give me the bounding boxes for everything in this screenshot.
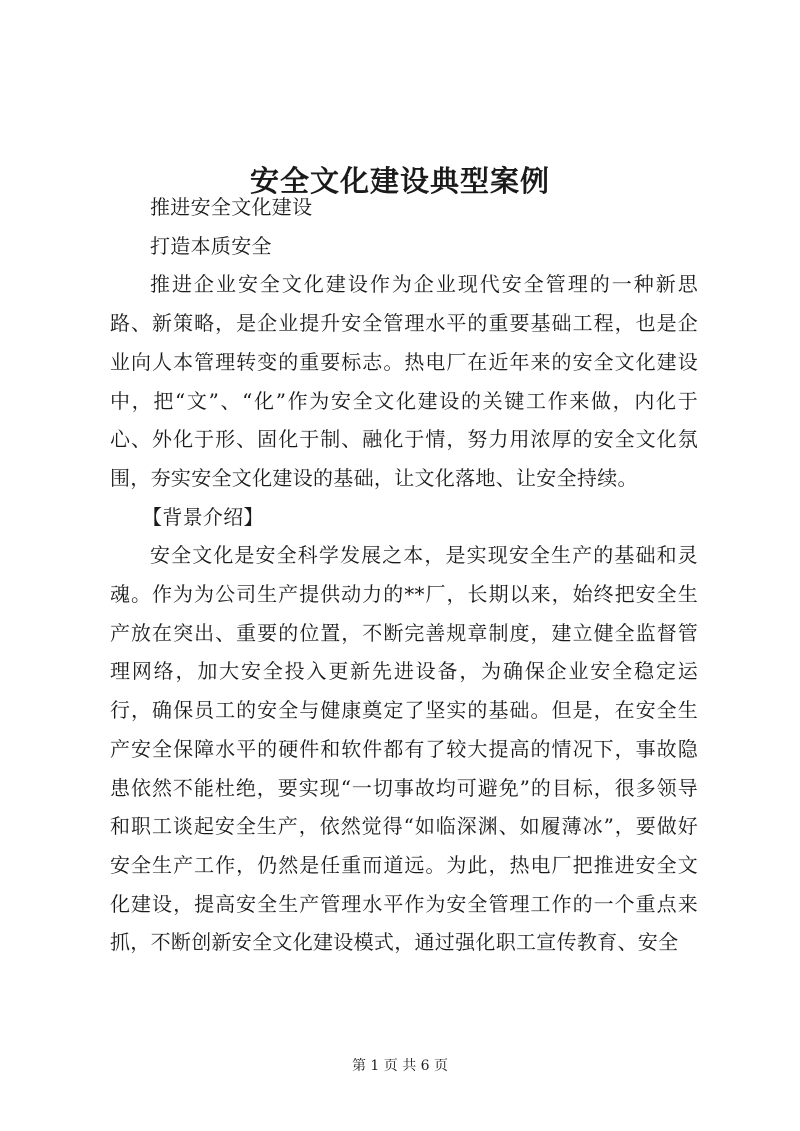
background-paragraph: 安全文化是安全科学发展之本，是实现安全生产的基础和灵魂。作为为公司生产提供动力的**厂，长期以来，始终把安全生产放在突出、重要的位置，不断完善规章制度，建立健全监督管理网络，加大安全投入更新先进设备，为确保企业安全稳定运行，确保员工的安全与健康奠定了坚实的基础。但是，在安全生产安全保障水平的硬件和软件都有了较大提高的情况下，事故隐患依然不能杜绝，要实现“一切事故均可避免”的目标，很多领导和职工谈起安全生产，依然觉得“如临深渊、如履薄冰”，要做好安全生产工作，仍然是任重而道远。为此，热电厂把推进安全文化建设，提高安全生产管理水平作为安全管理工作的一个重点来抓，不断创新安全文化建设模式，通过强化职工宣传教育、安全 <box>110 543 698 955</box>
subtitle-line-1: 推进安全文化建设 <box>150 195 313 219</box>
document-title: 安全文化建设典型案例 <box>249 164 550 199</box>
page-footer: 第 1 页 共 6 页 <box>351 1058 449 1074</box>
intro-paragraph: 推进企业安全文化建设作为企业现代安全管理的一种新思路、新策略，是企业提升安全管理水平的重要基础工程，也是企业向人本管理转变的重要标志。热电厂在近年来的安全文化建设中，把“文”、“化”作为安全文化建设的关键工作来做，内化于心、外化于形、固化于制、融化于情，努力用浓厚的安全文化氛围，夯实安全文化建设的基础，让文化落地、让安全持续。 <box>110 272 698 490</box>
document-body <box>110 188 698 962</box>
subtitle-line-2: 打造本质安全 <box>150 233 272 258</box>
section-heading-background: 【背景介绍】 <box>142 504 264 529</box>
